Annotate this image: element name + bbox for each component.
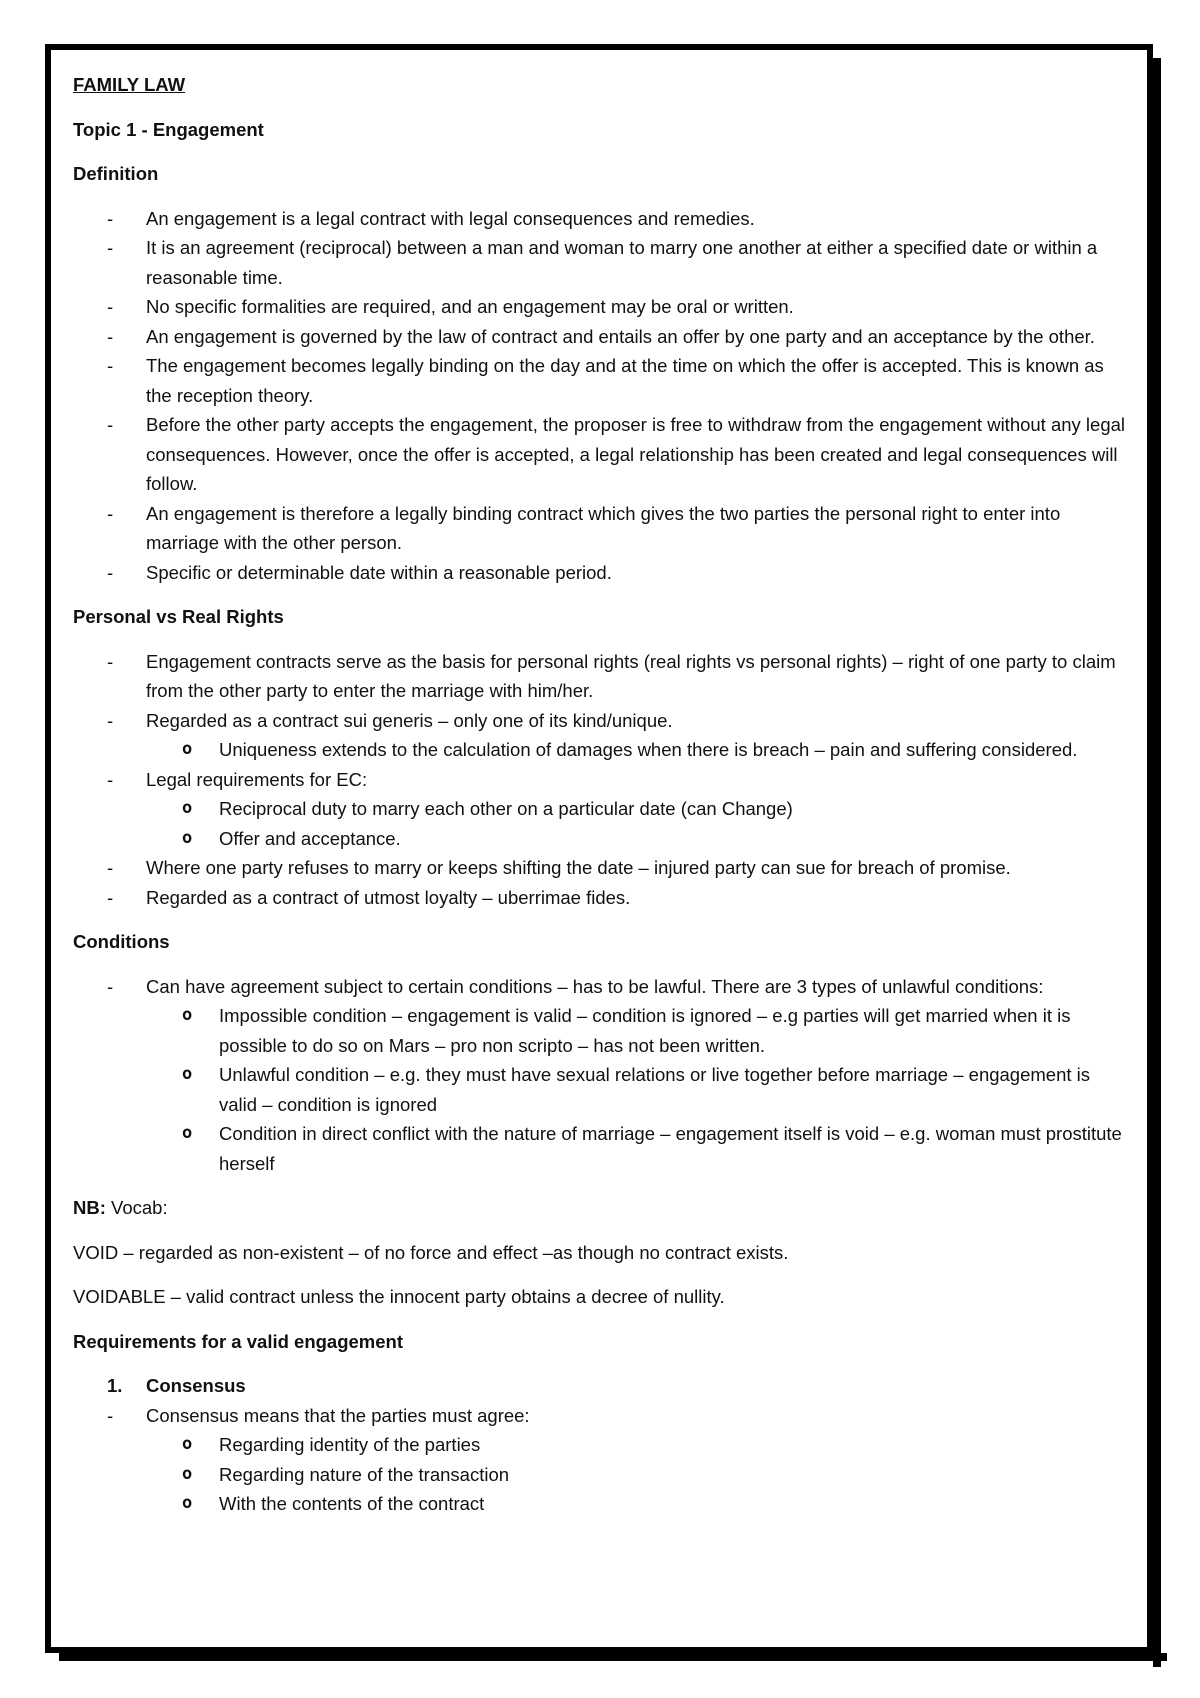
- list-item: - Consensus means that the parties must agree: o Regarding identity of the parties o Regarding nature of the transaction o With the contents of the contract: [73, 1401, 1133, 1519]
- document-body: [73, 70, 1133, 1534]
- list-item: - Before the other party accepts the engagement, the proposer is free to withdraw from the engagement without any legal consequences. However, once the offer is accepted, a legal relationship has been created and legal consequences will follow.: [73, 410, 1133, 499]
- sub-list-item: o With the contents of the contract: [146, 1489, 1133, 1519]
- list-item: - An engagement is therefore a legally binding contract which gives the two parties the personal right to enter into marriage with the other person.: [73, 499, 1133, 558]
- circle-bullet: o: [182, 798, 193, 818]
- list-item: - Legal requirements for EC: o Reciprocal duty to marry each other on a particular date (can Change) o Offer and acceptance.: [73, 765, 1133, 854]
- list-item: - Regarded as a contract sui generis – only one of its kind/unique. o Uniqueness extends to the calculation of damages when there is breach – pain and suffering considered.: [73, 706, 1133, 765]
- sub-list: [146, 735, 1133, 765]
- conditions-heading: Conditions: [73, 931, 170, 952]
- voidable-definition: VOIDABLE – valid contract unless the innocent party obtains a decree of nullity.: [73, 1286, 725, 1307]
- list-item: - The engagement becomes legally binding on the day and at the time on which the offer is accepted. This is known as the reception theory.: [73, 351, 1133, 410]
- sub-list-item: o Regarding nature of the transaction: [146, 1460, 1133, 1490]
- circle-bullet: o: [182, 1123, 193, 1143]
- document-title: FAMILY LAW: [73, 74, 186, 95]
- dash-bullet: -: [107, 768, 114, 790]
- sub-list: [146, 1430, 1133, 1519]
- list-item: - An engagement is governed by the law of contract and entails an offer by one party and an acceptance by the other.: [73, 322, 1133, 352]
- requirements-numbered-list: [73, 1371, 1133, 1401]
- dash-bullet: -: [107, 355, 114, 376]
- topic-heading: Topic 1 - Engagement: [73, 118, 264, 140]
- sub-list: [146, 794, 1133, 853]
- rights-heading: Personal vs Real Rights: [73, 606, 284, 627]
- sub-list-item: o Regarding identity of the parties: [146, 1430, 1133, 1460]
- dash-bullet: -: [107, 561, 114, 583]
- sub-list-item: o Impossible condition – engagement is valid – condition is ignored – e.g parties will get married when it is possible to do so on Mars – pro non scripto – has not been written.: [146, 1001, 1133, 1060]
- dash-bullet: -: [107, 886, 114, 908]
- circle-bullet: o: [182, 739, 193, 759]
- nb-label: NB:: [73, 1197, 106, 1218]
- list-item: - No specific formalities are required, and an engagement may be oral or written.: [73, 292, 1133, 322]
- sub-list: [146, 1001, 1133, 1178]
- sub-list-item: o Unlawful condition – e.g. they must have sexual relations or live together before marriage – engagement is valid – condition is ignored: [146, 1060, 1133, 1119]
- dash-bullet: -: [107, 414, 114, 435]
- dash-bullet: -: [107, 237, 114, 258]
- conditions-list: [73, 972, 1133, 1179]
- list-item: - Where one party refuses to marry or keeps shifting the date – injured party can sue for breach of promise.: [73, 853, 1133, 883]
- dash-bullet: -: [107, 207, 114, 229]
- sub-list-item: o Uniqueness extends to the calculation of damages when there is breach – pain and suffering considered.: [146, 735, 1133, 765]
- requirements-heading: Requirements for a valid engagement: [73, 1330, 404, 1352]
- circle-bullet: o: [182, 1064, 193, 1084]
- list-item: - An engagement is a legal contract with legal consequences and remedies.: [73, 204, 1133, 234]
- dash-bullet: -: [107, 709, 114, 731]
- list-item: - It is an agreement (reciprocal) between a man and woman to marry one another at either a specified date or within a reasonable time.: [73, 233, 1133, 292]
- vocab-note: [73, 1193, 1133, 1223]
- circle-bullet: o: [182, 827, 193, 848]
- circle-bullet: o: [182, 1005, 193, 1025]
- list-item: - Regarded as a contract of utmost loyalty – uberrimae fides.: [73, 883, 1133, 913]
- sub-list-item: o Reciprocal duty to marry each other on a particular date (can Change): [146, 794, 1133, 824]
- rights-list: [73, 647, 1133, 913]
- requirements-list: [73, 1401, 1133, 1519]
- sub-list-item: o Condition in direct conflict with the nature of marriage – engagement itself is void – e.g. woman must prostitute herself: [146, 1119, 1133, 1178]
- dash-bullet: -: [107, 1404, 114, 1426]
- dash-bullet: -: [107, 650, 114, 672]
- list-item: - Can have agreement subject to certain conditions – has to be lawful. There are 3 types of unlawful conditions: o Impossible condition – engagement is valid – condition is ignored – e.g parties will get married when it is possible to do so on Mars – pro non scripto – has not been written. o Unlawful condition – e.g. they must have sexual relations or live together before marriage – engagement is valid – condition is ignored o Condition in direct conflict with the nature of marriage – engagement itself is void – e.g. woman must prostitute herself: [73, 972, 1133, 1179]
- dash-bullet: -: [107, 857, 114, 878]
- void-definition: VOID – regarded as non-existent – of no force and effect –as though no contract exists.: [73, 1241, 789, 1263]
- circle-bullet: o: [182, 1463, 193, 1484]
- sub-list-item: o Offer and acceptance.: [146, 824, 1133, 854]
- circle-bullet: o: [182, 1493, 193, 1513]
- dash-bullet: -: [107, 296, 114, 317]
- numbered-item: 1. Consensus: [73, 1371, 1133, 1401]
- list-item: - Engagement contracts serve as the basis for personal rights (real rights vs personal rights) – right of one party to claim from the other party to enter the marriage with him/her.: [73, 647, 1133, 706]
- nb-text: Vocab:: [105, 1197, 168, 1218]
- definition-heading: Definition: [73, 163, 159, 184]
- number-marker: 1.: [107, 1375, 123, 1396]
- list-item: - Specific or determinable date within a reasonable period.: [73, 558, 1133, 588]
- circle-bullet: o: [182, 1434, 193, 1454]
- definition-list: [73, 204, 1133, 588]
- dash-bullet: -: [107, 975, 114, 997]
- dash-bullet: -: [107, 502, 114, 524]
- dash-bullet: -: [107, 325, 114, 347]
